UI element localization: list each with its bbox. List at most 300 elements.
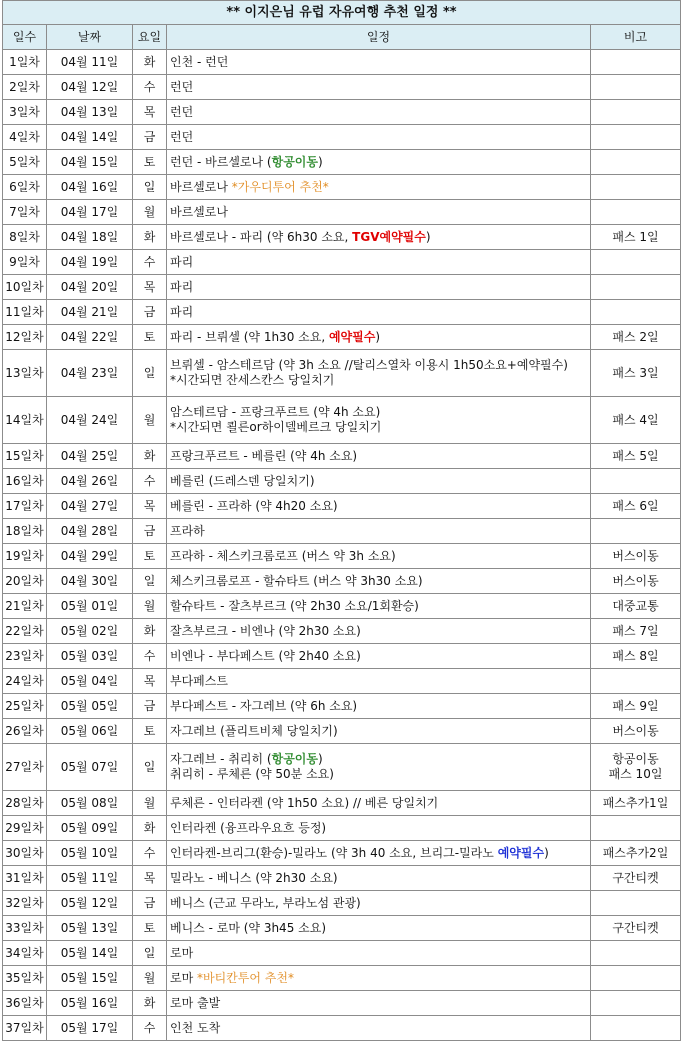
weekday-cell: 목 — [133, 275, 167, 300]
day-cell: 20일차 — [3, 569, 47, 594]
date-cell: 04월 11일 — [47, 50, 133, 75]
plan-text: 파리 - 브뤼셀 (약 1h30 소요, — [170, 329, 329, 344]
date-cell: 04월 26일 — [47, 469, 133, 494]
plan-line — [170, 549, 590, 564]
table-row — [3, 325, 681, 350]
plan-cell — [167, 916, 591, 941]
date-cell: 04월 28일 — [47, 519, 133, 544]
plan-text: 부다페스트 - 자그레브 (약 6h 소요) — [170, 698, 358, 713]
note-cell — [591, 991, 681, 1016]
date-cell: 05월 06일 — [47, 719, 133, 744]
day-cell: 34일차 — [3, 941, 47, 966]
date-cell: 05월 17일 — [47, 1016, 133, 1041]
plan-line — [170, 80, 590, 95]
highlight-text: *가우디투어 추천* — [231, 179, 329, 194]
date-cell: 04월 12일 — [47, 75, 133, 100]
note-cell — [591, 669, 681, 694]
table-row — [3, 1016, 681, 1041]
weekday-cell: 일 — [133, 744, 167, 791]
table-row — [3, 350, 681, 397]
plan-line — [170, 449, 590, 464]
plan-line — [170, 130, 590, 145]
table-row — [3, 891, 681, 916]
plan-line — [170, 524, 590, 539]
note-cell — [591, 50, 681, 75]
table-row — [3, 791, 681, 816]
day-cell: 10일차 — [3, 275, 47, 300]
date-cell: 05월 08일 — [47, 791, 133, 816]
note-cell — [591, 791, 681, 816]
plan-line — [170, 55, 590, 70]
plan-text: 로마 — [170, 970, 197, 985]
highlight-text: 예약필수 — [328, 329, 376, 344]
plan-line — [170, 846, 590, 861]
header-plan: 일정 — [167, 25, 591, 50]
plan-cell — [167, 325, 591, 350]
plan-line — [170, 280, 590, 295]
plan-cell — [167, 100, 591, 125]
plan-line — [170, 599, 590, 614]
highlight-text: 항공이동 — [271, 154, 318, 169]
note-cell — [591, 250, 681, 275]
plan-cell — [167, 397, 591, 444]
date-cell: 05월 14일 — [47, 941, 133, 966]
day-cell: 25일차 — [3, 694, 47, 719]
table-row — [3, 841, 681, 866]
weekday-cell: 일 — [133, 350, 167, 397]
date-cell: 05월 11일 — [47, 866, 133, 891]
plan-text: *시간되면 쾰른or하이델베르크 당일치기 — [170, 420, 382, 434]
plan-cell — [167, 594, 591, 619]
plan-cell — [167, 350, 591, 397]
highlight-text: 항공이동 — [271, 752, 318, 766]
day-cell: 22일차 — [3, 619, 47, 644]
plan-cell — [167, 669, 591, 694]
note-cell — [591, 544, 681, 569]
plan-cell — [167, 444, 591, 469]
table-row — [3, 991, 681, 1016]
note-text: 패스 4일 — [612, 412, 659, 427]
note-cell — [591, 941, 681, 966]
weekday-cell: 토 — [133, 150, 167, 175]
plan-text: 루체른 - 인터라켄 (약 1h50 소요) // 베른 당일치기 — [170, 795, 439, 810]
date-cell: 04월 13일 — [47, 100, 133, 125]
plan-line — [170, 871, 590, 886]
table-row — [3, 75, 681, 100]
plan-cell — [167, 1016, 591, 1041]
day-cell: 19일차 — [3, 544, 47, 569]
plan-text: 인터라켄 (융프라우요흐 등정) — [170, 820, 327, 835]
highlight-text: TGV예약필수 — [352, 229, 426, 244]
day-cell: 4일차 — [3, 125, 47, 150]
date-cell: 05월 01일 — [47, 594, 133, 619]
day-cell: 1일차 — [3, 50, 47, 75]
note-cell — [591, 841, 681, 866]
day-cell: 3일차 — [3, 100, 47, 125]
weekday-cell: 목 — [133, 100, 167, 125]
table-row — [3, 150, 681, 175]
table-row — [3, 619, 681, 644]
table-row — [3, 469, 681, 494]
plan-cell — [167, 744, 591, 791]
day-cell: 37일차 — [3, 1016, 47, 1041]
day-cell: 36일차 — [3, 991, 47, 1016]
date-cell: 05월 05일 — [47, 694, 133, 719]
plan-text: ) — [425, 229, 431, 244]
note-text: 패스 8일 — [612, 648, 659, 663]
day-cell: 18일차 — [3, 519, 47, 544]
plan-text: 인천 도착 — [170, 1020, 221, 1035]
weekday-cell: 토 — [133, 325, 167, 350]
weekday-cell: 수 — [133, 841, 167, 866]
note-text: 구간티켓 — [612, 920, 659, 935]
plan-cell — [167, 619, 591, 644]
plan-line — [170, 574, 590, 589]
date-cell: 04월 20일 — [47, 275, 133, 300]
plan-cell — [167, 175, 591, 200]
day-cell: 2일차 — [3, 75, 47, 100]
plan-text: ) — [317, 752, 323, 766]
plan-cell — [167, 941, 591, 966]
day-cell: 27일차 — [3, 744, 47, 791]
table-row — [3, 397, 681, 444]
plan-cell — [167, 200, 591, 225]
plan-text: 파리 — [170, 254, 194, 269]
date-cell: 05월 13일 — [47, 916, 133, 941]
note-cell — [591, 1016, 681, 1041]
table-row — [3, 100, 681, 125]
note-text: 패스추가2일 — [602, 845, 669, 860]
plan-cell — [167, 75, 591, 100]
note-cell — [591, 225, 681, 250]
plan-line — [170, 699, 590, 714]
day-cell: 6일차 — [3, 175, 47, 200]
plan-text: 바르셀로나 — [170, 204, 228, 219]
plan-line — [170, 767, 590, 782]
plan-text: 잘츠부르크 - 비엔나 (약 2h30 소요) — [170, 623, 361, 638]
table-row — [3, 494, 681, 519]
weekday-cell: 화 — [133, 619, 167, 644]
day-cell: 23일차 — [3, 644, 47, 669]
plan-line — [170, 330, 590, 345]
weekday-cell: 수 — [133, 644, 167, 669]
weekday-cell: 금 — [133, 300, 167, 325]
plan-cell — [167, 841, 591, 866]
plan-line — [170, 946, 590, 961]
plan-text: 로마 출발 — [170, 995, 221, 1010]
plan-line — [170, 474, 590, 489]
weekday-cell: 화 — [133, 225, 167, 250]
note-cell — [591, 397, 681, 444]
day-cell: 32일차 — [3, 891, 47, 916]
note-text: 구간티켓 — [612, 870, 659, 885]
plan-cell — [167, 694, 591, 719]
plan-line — [170, 230, 590, 245]
note-cell — [591, 75, 681, 100]
date-cell: 05월 09일 — [47, 816, 133, 841]
weekday-cell: 월 — [133, 200, 167, 225]
note-text: 대중교통 — [612, 598, 659, 613]
plan-line — [170, 821, 590, 836]
itinerary-table — [2, 0, 681, 1041]
plan-cell — [167, 816, 591, 841]
date-cell: 04월 14일 — [47, 125, 133, 150]
note-cell — [591, 569, 681, 594]
plan-text: 파리 — [170, 279, 194, 294]
highlight-text: *바티칸투어 추천* — [197, 970, 294, 985]
note-cell — [591, 469, 681, 494]
plan-text: *시간되면 잔세스칸스 당일치기 — [170, 373, 335, 387]
date-cell: 04월 27일 — [47, 494, 133, 519]
note-text: 패스 5일 — [612, 448, 659, 463]
table-row — [3, 444, 681, 469]
note-cell — [591, 200, 681, 225]
table-row — [3, 866, 681, 891]
weekday-cell: 화 — [133, 991, 167, 1016]
plan-cell — [167, 569, 591, 594]
date-cell: 04월 23일 — [47, 350, 133, 397]
table-row — [3, 250, 681, 275]
note-cell — [591, 966, 681, 991]
date-cell: 04월 21일 — [47, 300, 133, 325]
day-cell: 9일차 — [3, 250, 47, 275]
plan-line — [170, 205, 590, 220]
plan-text: 인터라켄-브리그(환승)-밀라노 (약 3h 40 소요, 브리그-밀라노 — [170, 845, 498, 860]
plan-text: 바르셀로나 — [170, 179, 232, 194]
plan-text: 할슈타트 - 잘츠부르크 (약 2h30 소요/1회환승) — [170, 598, 419, 613]
note-text: 항공이동 — [612, 752, 659, 766]
day-cell: 14일차 — [3, 397, 47, 444]
plan-cell — [167, 719, 591, 744]
plan-text: 비엔나 - 부다페스트 (약 2h40 소요) — [170, 648, 361, 663]
date-cell: 05월 16일 — [47, 991, 133, 1016]
date-cell: 05월 15일 — [47, 966, 133, 991]
note-cell — [591, 644, 681, 669]
plan-line — [170, 305, 590, 320]
day-cell: 11일차 — [3, 300, 47, 325]
note-cell — [591, 275, 681, 300]
date-cell: 04월 16일 — [47, 175, 133, 200]
plan-text: 인천 - 런던 — [170, 54, 229, 69]
note-cell — [591, 100, 681, 125]
note-text: 버스이동 — [612, 723, 659, 738]
note-cell — [591, 125, 681, 150]
plan-line — [170, 752, 590, 767]
plan-cell — [167, 544, 591, 569]
weekday-cell: 월 — [133, 791, 167, 816]
day-cell: 13일차 — [3, 350, 47, 397]
note-text: 버스이동 — [612, 548, 659, 563]
plan-text: 런던 - 바르셀로나 ( — [170, 154, 272, 169]
plan-line — [170, 674, 590, 689]
table-row — [3, 744, 681, 791]
plan-line — [170, 624, 590, 639]
day-cell: 31일차 — [3, 866, 47, 891]
note-cell — [591, 175, 681, 200]
plan-cell — [167, 519, 591, 544]
weekday-cell: 수 — [133, 75, 167, 100]
note-text: 패스 2일 — [612, 329, 659, 344]
day-cell: 16일차 — [3, 469, 47, 494]
day-cell: 29일차 — [3, 816, 47, 841]
table-row — [3, 694, 681, 719]
table-row — [3, 125, 681, 150]
weekday-cell: 일 — [133, 175, 167, 200]
header-day: 일수 — [3, 25, 47, 50]
plan-line — [170, 971, 590, 986]
note-cell — [591, 744, 681, 791]
table-row — [3, 816, 681, 841]
weekday-cell: 월 — [133, 397, 167, 444]
table-row — [3, 916, 681, 941]
table-row — [3, 594, 681, 619]
table-row — [3, 669, 681, 694]
plan-cell — [167, 791, 591, 816]
date-cell: 04월 25일 — [47, 444, 133, 469]
note-cell — [591, 619, 681, 644]
plan-line — [170, 649, 590, 664]
plan-line — [170, 896, 590, 911]
weekday-cell: 목 — [133, 669, 167, 694]
weekday-cell: 금 — [133, 519, 167, 544]
date-cell: 04월 29일 — [47, 544, 133, 569]
day-cell: 30일차 — [3, 841, 47, 866]
plan-line — [170, 921, 590, 936]
note-cell — [591, 350, 681, 397]
plan-text: 자그레브 - 취리히 ( — [170, 752, 272, 766]
plan-line — [170, 105, 590, 120]
date-cell: 04월 18일 — [47, 225, 133, 250]
plan-cell — [167, 644, 591, 669]
weekday-cell: 월 — [133, 966, 167, 991]
date-cell: 04월 15일 — [47, 150, 133, 175]
table-row — [3, 941, 681, 966]
plan-cell — [167, 966, 591, 991]
note-cell — [591, 300, 681, 325]
weekday-cell: 토 — [133, 544, 167, 569]
plan-line — [170, 724, 590, 739]
plan-line — [170, 373, 590, 388]
note-text: 패스 6일 — [612, 498, 659, 513]
note-cell — [591, 916, 681, 941]
plan-text: 밀라노 - 베니스 (약 2h30 소요) — [170, 870, 338, 885]
note-cell — [591, 816, 681, 841]
note-cell — [591, 325, 681, 350]
plan-text: 자그레브 (플리트비체 당일치기) — [170, 723, 338, 738]
weekday-cell: 수 — [133, 250, 167, 275]
plan-text: 프랑크푸르트 - 베를린 (약 4h 소요) — [170, 448, 358, 463]
highlight-text: 예약필수 — [497, 845, 545, 860]
plan-text: 런던 — [170, 104, 194, 119]
plan-text: 암스테르담 - 프랑크푸르트 (약 4h 소요) — [170, 405, 381, 419]
plan-line — [170, 405, 590, 420]
note-text: 버스이동 — [612, 573, 659, 588]
note-text: 패스 10일 — [608, 767, 663, 781]
plan-text: 파리 — [170, 304, 194, 319]
plan-cell — [167, 225, 591, 250]
date-cell: 04월 24일 — [47, 397, 133, 444]
day-cell: 5일차 — [3, 150, 47, 175]
header-date: 날짜 — [47, 25, 133, 50]
date-cell: 05월 12일 — [47, 891, 133, 916]
plan-line — [170, 358, 590, 373]
table-row — [3, 644, 681, 669]
plan-line — [170, 420, 590, 435]
plan-text: 베니스 (근교 무라노, 부라노섬 관광) — [170, 895, 361, 910]
weekday-cell: 금 — [133, 125, 167, 150]
note-cell — [591, 594, 681, 619]
weekday-cell: 금 — [133, 891, 167, 916]
day-cell: 26일차 — [3, 719, 47, 744]
plan-text: 프라하 — [170, 523, 205, 538]
header-weekday: 요일 — [133, 25, 167, 50]
weekday-cell: 화 — [133, 50, 167, 75]
weekday-cell: 목 — [133, 494, 167, 519]
table-row — [3, 50, 681, 75]
note-text: 패스 7일 — [612, 623, 659, 638]
plan-cell — [167, 494, 591, 519]
weekday-cell: 수 — [133, 1016, 167, 1041]
plan-cell — [167, 275, 591, 300]
plan-text: 런던 — [170, 129, 194, 144]
date-cell: 04월 17일 — [47, 200, 133, 225]
note-cell — [591, 719, 681, 744]
plan-text: 베를린 - 프라하 (약 4h20 소요) — [170, 498, 338, 513]
note-cell — [591, 866, 681, 891]
note-text: 패스추가1일 — [602, 795, 669, 810]
day-cell: 17일차 — [3, 494, 47, 519]
note-text: 패스 1일 — [612, 229, 659, 244]
table-row — [3, 300, 681, 325]
plan-cell — [167, 250, 591, 275]
table-row — [3, 225, 681, 250]
plan-text: 취리히 - 루체른 (약 50분 소요) — [170, 767, 334, 781]
table-row — [3, 175, 681, 200]
date-cell: 05월 03일 — [47, 644, 133, 669]
plan-cell — [167, 891, 591, 916]
day-cell: 35일차 — [3, 966, 47, 991]
weekday-cell: 토 — [133, 719, 167, 744]
plan-text: ) — [375, 329, 381, 344]
plan-line — [170, 499, 590, 514]
day-cell: 7일차 — [3, 200, 47, 225]
itinerary-body — [3, 50, 681, 1041]
weekday-cell: 목 — [133, 866, 167, 891]
day-cell: 28일차 — [3, 791, 47, 816]
plan-text: ) — [544, 845, 549, 860]
date-cell: 04월 22일 — [47, 325, 133, 350]
date-cell: 04월 30일 — [47, 569, 133, 594]
date-cell: 05월 07일 — [47, 744, 133, 791]
plan-line — [170, 155, 590, 170]
plan-line — [170, 255, 590, 270]
table-row — [3, 200, 681, 225]
plan-text: 부다페스트 — [170, 673, 228, 688]
weekday-cell: 수 — [133, 469, 167, 494]
weekday-cell: 일 — [133, 569, 167, 594]
page-title: ** 이지은님 유럽 자유여행 추천 일정 ** — [3, 1, 681, 25]
plan-cell — [167, 469, 591, 494]
note-cell — [591, 494, 681, 519]
plan-cell — [167, 300, 591, 325]
table-row — [3, 719, 681, 744]
table-row — [3, 544, 681, 569]
plan-text: 체스키크롬로프 - 할슈타트 (버스 약 3h30 소요) — [170, 573, 423, 588]
day-cell: 21일차 — [3, 594, 47, 619]
day-cell: 33일차 — [3, 916, 47, 941]
table-row — [3, 966, 681, 991]
date-cell: 05월 10일 — [47, 841, 133, 866]
